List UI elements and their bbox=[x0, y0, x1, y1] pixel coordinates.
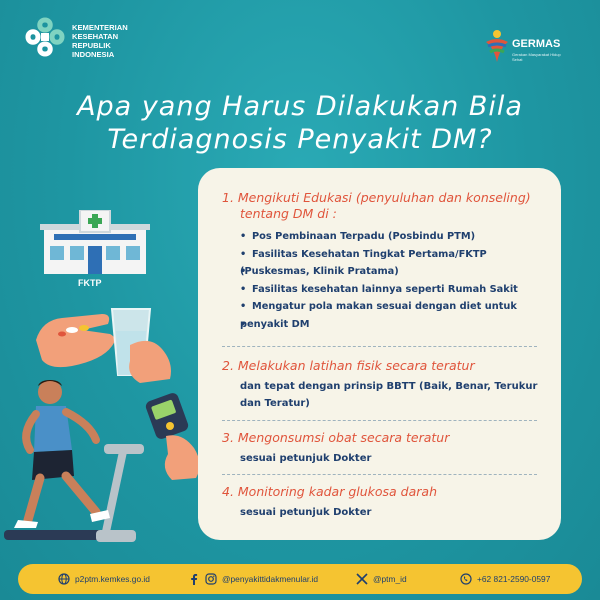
kemenkes-logo bbox=[22, 14, 172, 70]
list-item: • Fasilitas Kesehatan Tingkat Pertama/FKTP bbox=[240, 246, 552, 264]
ministry-line-2: KESEHATAN bbox=[72, 32, 119, 41]
step-2-desc-line-2: dan Teratur) bbox=[240, 398, 310, 409]
footer-website[interactable] bbox=[58, 564, 150, 594]
germas-title: GERMAS bbox=[512, 38, 561, 50]
step-2-heading: 2. Melakukan latihan fisik secara teratur bbox=[222, 358, 475, 373]
step-1 bbox=[222, 190, 552, 333]
step-3-desc: sesuai petunjuk Dokter bbox=[240, 453, 372, 464]
germas-logo-icon bbox=[482, 28, 512, 64]
website-text: p2ptm.kemkes.go.id bbox=[75, 574, 150, 584]
list-item: • Pos Pembinaan Terpadu (Posbindu PTM) bbox=[240, 228, 552, 246]
step-3-heading: 3. Mengonsumsi obat secara teratur bbox=[222, 430, 450, 445]
step-1-heading-line-2: tentang DM di : bbox=[240, 206, 337, 221]
kemenkes-logo-icon bbox=[22, 14, 68, 60]
step-4-heading: 4. Monitoring kadar glukosa darah bbox=[222, 484, 438, 499]
footer-x[interactable] bbox=[356, 564, 407, 594]
x-handle-text: @ptm_id bbox=[373, 574, 407, 584]
social-handle-text: @penyakittidakmenular.id bbox=[222, 574, 319, 584]
step-4-desc: sesuai petunjuk Dokter bbox=[240, 507, 372, 518]
germas-logo bbox=[482, 28, 582, 68]
step-1-bullet-list bbox=[222, 228, 552, 333]
list-item-continuation: (Puskesmas, Klinik Pratama) bbox=[240, 266, 399, 277]
footer-social[interactable] bbox=[188, 564, 318, 594]
fktp-building-illustration bbox=[40, 210, 150, 276]
phone-text: +62 821-2590-0597 bbox=[477, 574, 551, 584]
title-line-1: Apa yang Harus Dilakukan Bila bbox=[77, 91, 523, 122]
germas-subtitle: Gerakan Masyarakat Hidup Sehat bbox=[512, 52, 561, 62]
ministry-line-1: KEMENTERIAN bbox=[72, 23, 128, 32]
step-2-desc-line-1: dan tepat dengan prinsip BBTT (Baik, Benar, Terukur bbox=[240, 381, 538, 392]
instagram-icon bbox=[205, 573, 217, 585]
step-4 bbox=[222, 484, 552, 521]
glass-icon bbox=[100, 305, 185, 385]
page-title bbox=[40, 90, 560, 156]
title-line-2: Terdiagnosis Penyakit DM? bbox=[107, 124, 493, 155]
list-item: • Fasilitas kesehatan lainnya seperti Rumah Sakit bbox=[240, 281, 552, 299]
globe-icon bbox=[58, 573, 70, 585]
list-item-continuation: penyakit DM bbox=[240, 318, 310, 330]
step-3 bbox=[222, 430, 552, 467]
footer-phone[interactable] bbox=[460, 564, 550, 594]
divider bbox=[222, 474, 537, 475]
ministry-line-3: REPUBLIK bbox=[72, 41, 111, 50]
x-icon bbox=[356, 573, 368, 585]
footer-bar bbox=[18, 564, 582, 594]
building-icon bbox=[40, 210, 150, 276]
facebook-icon bbox=[188, 573, 200, 585]
ministry-line-4: INDONESIA bbox=[72, 50, 115, 59]
list-item bbox=[240, 316, 552, 334]
whatsapp-icon bbox=[460, 573, 472, 585]
hand-with-glass-illustration bbox=[100, 305, 185, 385]
step-1-heading-line-1: 1. Mengikuti Edukasi (penyuluhan dan konseling) bbox=[222, 190, 531, 205]
steps-card bbox=[198, 168, 561, 540]
fktp-label: FKTP bbox=[78, 278, 102, 288]
list-item: • Mengatur pola makan sesuai dengan diet untuk bbox=[240, 298, 552, 316]
list-item bbox=[240, 263, 552, 281]
divider bbox=[222, 420, 537, 421]
divider bbox=[222, 346, 537, 347]
step-2 bbox=[222, 358, 552, 412]
